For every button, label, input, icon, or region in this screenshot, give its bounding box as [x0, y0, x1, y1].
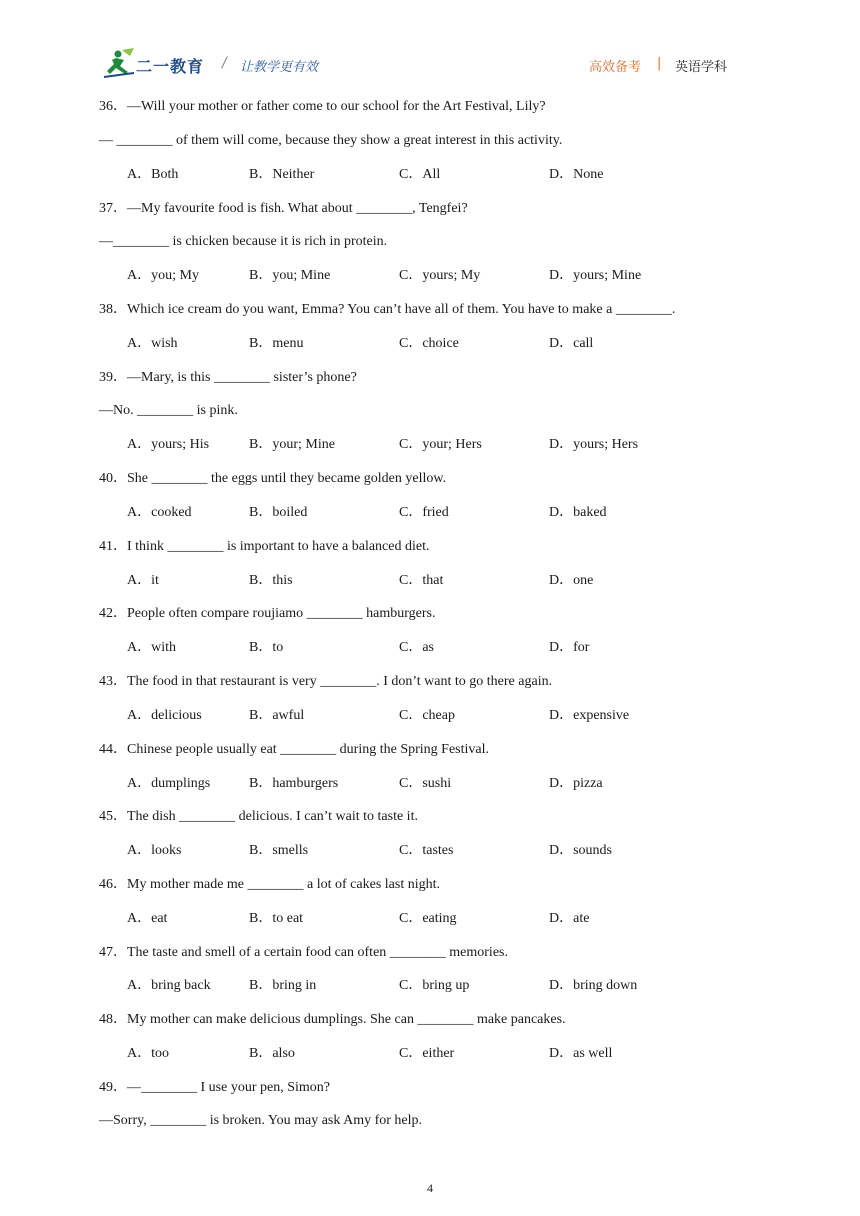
option-d: D．yours; Hers: [549, 437, 639, 452]
option-d: D．pizza: [549, 776, 603, 791]
option-b: B．smells: [249, 843, 309, 858]
logo-text: 二一教育: [136, 57, 205, 76]
option-b: B．menu: [249, 336, 304, 351]
header-separator: |: [657, 56, 662, 71]
option-c: C．cheap: [399, 708, 455, 723]
option-c: C．yours; My: [399, 268, 481, 283]
option-a: A．wish: [127, 336, 178, 351]
option-d: D．sounds: [549, 843, 613, 858]
question-stem: —________ is chicken because it is rich in protein.: [99, 234, 388, 249]
option-b: B．Neither: [249, 167, 315, 182]
option-a: A．eat: [127, 911, 168, 926]
option-a: A．cooked: [127, 505, 192, 520]
header-tag-subject: 英语学科: [675, 60, 728, 75]
question-stem: 41．I think ________ is important to have a balanced diet.: [99, 539, 430, 554]
option-c: C．bring up: [399, 978, 470, 993]
page-header: [0, 0, 860, 90]
option-b: B．to: [249, 640, 284, 655]
question-stem: 48．My mother can make delicious dumplings. She can ________ make pancakes.: [99, 1012, 566, 1027]
question-stem: 36．—Will your mother or father come to our school for the Art Festival, Lily?: [99, 99, 546, 114]
option-b: B．your; Mine: [249, 437, 335, 452]
option-d: D．as well: [549, 1046, 613, 1061]
option-a: A．yours; His: [127, 437, 210, 452]
option-b: B．boiled: [249, 505, 308, 520]
option-d: D．None: [549, 167, 604, 182]
option-d: D．expensive: [549, 708, 630, 723]
option-c: C．as: [399, 640, 434, 655]
question-stem: 40．She ________ the eggs until they became golden yellow.: [99, 471, 447, 486]
option-c: C．sushi: [399, 776, 452, 791]
option-b: B．also: [249, 1046, 295, 1061]
question-stem: —No. ________ is pink.: [99, 403, 238, 418]
option-a: A．too: [127, 1046, 169, 1061]
question-stem: 37．—My favourite food is fish. What about ________, Tengfei?: [99, 201, 468, 216]
question-stem: 49．—________ I use your pen, Simon?: [99, 1080, 330, 1095]
option-a: A．it: [127, 573, 159, 588]
option-d: D．bring down: [549, 978, 638, 993]
option-d: D．baked: [549, 505, 607, 520]
option-b: B．this: [249, 573, 293, 588]
logo: [104, 46, 224, 82]
option-d: D．for: [549, 640, 590, 655]
option-a: A．Both: [127, 167, 179, 182]
option-b: B．you; Mine: [249, 268, 331, 283]
option-b: B．to eat: [249, 911, 304, 926]
question-stem: —Sorry, ________ is broken. You may ask Amy for help.: [99, 1113, 423, 1128]
option-a: A．bring back: [127, 978, 211, 993]
option-a: A．looks: [127, 843, 182, 858]
question-stem: 42．People often compare roujiamo ________ hamburgers.: [99, 606, 436, 621]
option-b: B．bring in: [249, 978, 317, 993]
option-c: C．tastes: [399, 843, 454, 858]
question-stem: 46．My mother made me ________ a lot of cakes last night.: [99, 877, 440, 892]
option-a: A．with: [127, 640, 176, 655]
question-stem: 47．The taste and smell of a certain food can often ________ memories.: [99, 945, 508, 960]
option-c: C．eating: [399, 911, 457, 926]
question-stem: 44．Chinese people usually eat ________ during the Spring Festival.: [99, 742, 490, 757]
header-tag-prep: 高效备考: [589, 60, 642, 75]
option-c: C．either: [399, 1046, 455, 1061]
option-d: D．call: [549, 336, 594, 351]
header-slogan: 让教学更有效: [240, 60, 319, 75]
option-c: C．fried: [399, 505, 449, 520]
question-stem: 43．The food in that restaurant is very ________. I don’t want to go there again.: [99, 674, 553, 689]
page-number: 4: [427, 1181, 433, 1195]
option-b: B．hamburgers: [249, 776, 339, 791]
option-a: A．you; My: [127, 268, 199, 283]
option-d: D．yours; Mine: [549, 268, 642, 283]
runner-logo-icon: [104, 46, 138, 78]
question-stem: 45．The dish ________ delicious. I can’t wait to taste it.: [99, 809, 418, 824]
option-c: C．your; Hers: [399, 437, 482, 452]
option-a: A．delicious: [127, 708, 202, 723]
option-c: C．choice: [399, 336, 459, 351]
option-a: A．dumplings: [127, 776, 211, 791]
option-d: D．ate: [549, 911, 590, 926]
header-slash: /: [222, 55, 227, 71]
question-stem: 39．—Mary, is this ________ sister’s phone?: [99, 370, 357, 385]
option-d: D．one: [549, 573, 594, 588]
option-c: C．All: [399, 167, 441, 182]
option-b: B．awful: [249, 708, 305, 723]
option-c: C．that: [399, 573, 444, 588]
question-stem: 38．Which ice cream do you want, Emma? You can’t have all of them. You have to make a ________.: [99, 302, 676, 317]
question-stem: — ________ of them will come, because they show a great interest in this activity.: [99, 133, 563, 148]
